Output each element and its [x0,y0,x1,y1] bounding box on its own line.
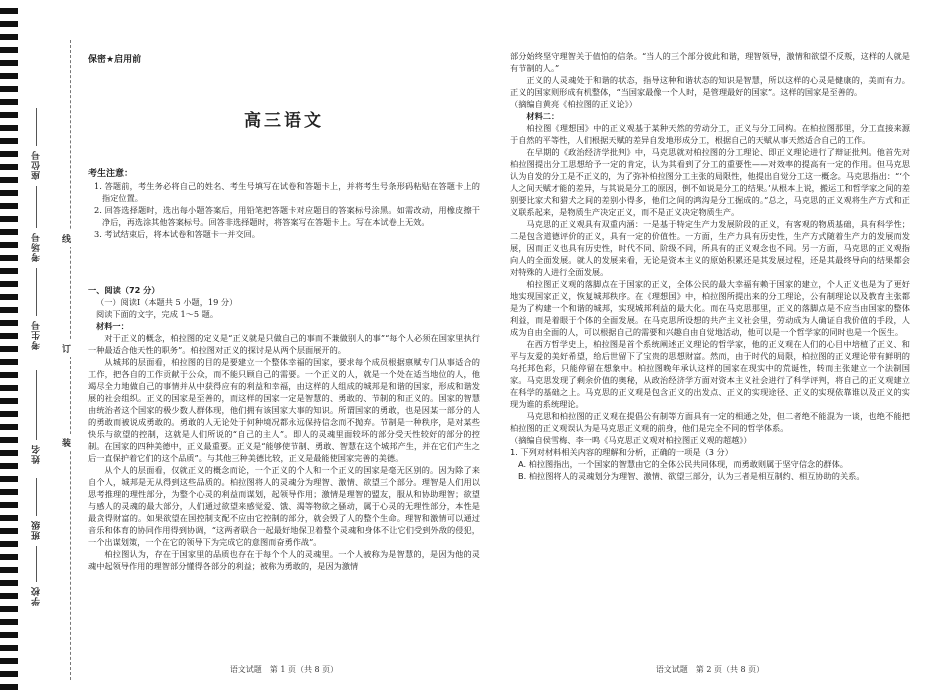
citation: （摘编自侯雪梅、李一鸣《马克思正义观对柏拉图正义观的超越》） [510,435,752,445]
binding-stripe [0,502,18,508]
page-title: 高三语文 [244,111,324,131]
binding-stripe [0,190,18,196]
candidate-number-label: 考生号 [32,320,42,350]
school-line [36,546,37,582]
instruction-text: 阅读下面的文字，完成 1～5 题。 [96,309,219,319]
page-footer-right: 语文试题 第 2 页（共 8 页） [655,665,765,674]
paragraph: 柏拉图《理想国》中的正义观基于某种天然的劳动分工，正义与分工同构。在柏拉图那里，分工直接来源于自然的平等性，人们根据天赋的差异自发地形成分工，根据自己的天赋从事天然适合自己的工作。 [510,123,910,145]
binding-stripe [0,385,18,391]
binding-stripe [0,489,18,495]
exam-room-line [36,186,37,228]
binding-stripe [0,528,18,534]
paragraph: 马克思的正义观具有双重内涵：一是基于特定生产力发展阶段的正义，有客观的物质基础，具有科学性；二是包含道德评价的正义，具有一定的价值性。一方面，生产力具有历史性，生产方式随着生产力的发展而发展，因而正义也具有历史性，时代不同、阶级不同，所具有的正义观念也不同。另一方面，马克思的正义观指向人的全面发展。就人的发展来看，无论是资本主义的原始积累还是其发展过程，还是其最终导向的结果都会对特殊的人进行全面发展。 [510,219,910,277]
binding-stripe [0,34,18,40]
binding-stripe [0,541,18,547]
binding-stripe [0,21,18,27]
cut-line [70,40,71,680]
binding-stripe [0,437,18,443]
binding-stripe [0,606,18,612]
binding-stripe [0,515,18,521]
name-label: 姓名 [32,444,42,464]
binding-stripe [0,86,18,92]
notice-item: 1. 答题前，考生务必将自己的姓名、考生号填写在试卷和答题卡上，并将考生号条形码粘贴在答题卡上的指定位置。 [94,181,480,203]
binding-stripe [0,125,18,131]
candidate-number-line [36,268,37,316]
side-word-install: 装 [62,434,71,451]
name-line [36,370,37,440]
paragraph: 在早期的《政治经济学批判》中，马克思就对柏拉图的分工理论、即正义理论进行了辩证批判。他首先对柏拉图提出分工思想给予一定的肯定，认为其看到了分工的重要性——对效率的提高有一定的作用。但马克思认为自发的分工是不正义的，为了弥补柏拉图分工主张的局限性，他提出自觉分工这一概念。马克思指出：“‘个人之间天赋才能的差异，与其说是分工的原因，倒不如说是分工的结果。’从根本上说，搬运工和哲学家之间的差别要比家犬和猎犬之间的差别小得多，他们之间的鸿沟是分工掘成的。”总之，马克思的正义观将生产方式和正义联系起来，是物质生产决定正义，而不是正义决定物质生产。 [510,147,910,217]
notice-block [88,168,480,240]
binding-stripe [0,99,18,105]
paragraph: 柏拉图认为，存在于国家里的品质也存在于每个个人的灵魂里。一个人被称为是智慧的，是因为他的灵魂中起领导作用的理智部分懂得各部分的利益；被称为勇敢的，是因为激情 [88,549,480,571]
right-page-text [510,50,910,482]
binding-stripe [0,112,18,118]
binding-stripe [0,463,18,469]
binding-stripe [0,203,18,209]
question-option: A. 柏拉图指出，一个国家的智慧由它的全体公民共同体现，而勇敢则属于坚守信念的群体。 [518,459,848,469]
binding-stripe [0,593,18,599]
binding-stripe [0,268,18,274]
binding-stripe [0,60,18,66]
binding-stripe [0,138,18,144]
reading-section [88,284,480,572]
binding-stripe [0,281,18,287]
binding-stripe [0,645,18,651]
binding-stripe [0,632,18,638]
side-word-line: 线 [62,230,71,247]
paragraph: 从城邦的层面看，柏拉图的目的是要建立一个整体幸福的国家，要求每个成员根据禀赋专门从事适合的工作，把各自的工作贡献于公众，而不能只顾自己的需要。一个正义的人，就是一个处在适当地位的人，他竭尽全力地做自己的事情并从中获得应有的利益和幸福，由这样的人组成的城邦是和谐的国家，形成和谐发展的社会组织。正义的国家是至善的，而这样的国家一定是智慧的、勇敢的、节制的和正义的。国家的智慧由统治者这个国家的极少数人群体现，他们拥有该国家大事的知识。所谓国家的勇敢，也是因某一部分的人的勇敢而被说成勇敢的。勇敢的人无论处于何种境况都永远保持信念而不抛弃。节制是一种秩序，是对某些快乐与欲望的控制，这就是人们所说的“自己的主人”。即人的灵魂里面较坏的部分受天性较好的部分的控制。在国家的四种美德中，正义最重要。正义是“能够使节制、勇敢、智慧在这个城邦产生，并在它们产生之后一直保护着它们的这个品质”。与其他三种美德比较，正义是最能使国家完善的美德。 [88,357,480,463]
subsection-heading: （一）阅读Ⅰ（本题共 5 小题，19 分） [96,297,238,307]
paragraph: 部分始终坚守理智关于值怕的信条。“当人的三个部分彼此和谐，理智领导，激情和欲望不反叛，这样的人就是有节制的人。” [510,51,910,73]
binding-margin [30,0,80,688]
binding-stripe [0,398,18,404]
binding-stripe [0,307,18,313]
class-line [36,478,37,516]
notice-heading: 考生注意： [88,169,134,179]
class-label: 班级 [32,520,42,540]
binding-stripe [0,671,18,677]
binding-stripe [0,359,18,365]
seat-number-line [36,108,37,146]
binding-stripe [0,658,18,664]
notice-item: 2. 回答选择题时，选出每小题答案后，用铅笔把答题卡对应题目的答案标号涂黑。如需改动，用橡皮擦干净后，再选涂其他答案标号。回答非选择题时，将答案写在答题卡上。写在本试卷上无效。 [94,205,480,227]
paragraph: 柏拉图正义观的落脚点在于国家的正义，全体公民的最大幸福有赖于国家的建立，个人正义也是为了更好地实现国家正义，恢复城邦秩序。在《理想国》中，柏拉图所提出来的分工理论，公有制理论以及教育主张都是为了构建一个和谐的城邦，实现城邦利益的最大化。而在马克思那里，正义的落脚点是不应当由国家的整体利益，而是着眼于个体的全面发展。在马克思所设想的共产主义社会里，劳动成为人确证自我价值的手段，人成为自由全面的人，可以根据自己的需要和兴趣自由自觉地活动，他可以是一个哲学家的同时也是一个医生。 [510,279,910,337]
binding-stripe [0,229,18,235]
binding-stripe [0,216,18,222]
binding-stripe [0,554,18,560]
seat-number-label: 座位号 [32,150,42,180]
binding-stripe [0,255,18,261]
notice-item: 3. 考试结束后，将本试卷和答题卡一并交回。 [94,229,260,239]
binding-stripe [0,372,18,378]
binding-stripe [0,73,18,79]
question-stem: 1. 下列对材料相关内容的理解和分析，正确的一项是（3 分） [510,447,733,457]
school-label: 学校 [32,586,42,606]
question-option: B. 柏拉图将人的灵魂划分为理智、激情、欲望三部分，认为三者是相互制约、相互协助的关系。 [518,471,865,481]
section-heading: 一、阅读（72 分） [88,285,160,295]
side-word-bind: 订 [62,340,71,357]
paragraph: 在西方哲学史上，柏拉图是首个系统阐述正义理论的哲学家，他的正义观在人们的心目中培植了正义、和平与友爱的美好希望，给后世留下了宝贵的思想财富。然而，由于时代的局限，柏拉图的正义理论带有鲜明的乌托邦色彩，只能停留在想象中。柏拉图晚年承认这样的国家在现实中的荒诞性，转而主张建立一个法制国家。马克思发现了剩余价值的奥秘，从政治经济学方面对资本主义社会进行了科学评判，将自己的正义观建立在科学的基础之上。马克思的正义观是包含正义的出发点、正义的实现途径、正义的实现依靠谁以及正义的实现为谁的系统理论。 [510,339,910,409]
binding-stripe [0,476,18,482]
binding-stripe [0,619,18,625]
binding-stripe [0,242,18,248]
binding-stripe [0,177,18,183]
paragraph: 正义的人灵魂处于和谐的状态，指导这种和谐状态的知识是智慧，所以这样的心灵是健康的，美而有力。正义的国家则形成有机整体，“当国家最像一个人时，是管理最好的国家”。这样的国家是至善的。 [510,75,910,97]
binding-stripe [0,8,18,14]
confidential-mark: 保密★启用前 [88,55,142,65]
material1-label: 材料一： [96,321,129,331]
paragraph: 对于正义的概念，柏拉图的定义是“正义就是只做自己的事而不兼做别人的事”“每个人必须在国家里执行一种最适合他天性的职务”。柏拉图对正义的探讨是从两个层面展开的。 [88,333,480,355]
citation: （摘编自黄亮《柏拉图的正义论》） [510,99,637,109]
binding-stripe [0,333,18,339]
binding-stripe [0,450,18,456]
material2-label: 材料二： [526,111,560,121]
binding-stripe [0,684,18,690]
binding-stripes [0,0,18,688]
binding-stripe [0,320,18,326]
binding-stripe [0,151,18,157]
binding-stripe [0,294,18,300]
binding-stripe [0,424,18,430]
paragraph: 马克思和柏拉图的正义观在提倡公有制等方面具有一定的相通之处，但二者绝不能混为一谈，也绝不能把柏拉图的正义观误认为是马克思正义观的前身，他们是完全不同的哲学体系。 [510,411,910,433]
page-footer-left: 语文试题 第 1 页（共 8 页） [229,665,339,674]
binding-stripe [0,411,18,417]
exam-room-label: 考场号 [32,232,42,262]
binding-stripe [0,164,18,170]
binding-stripe [0,346,18,352]
binding-stripe [0,567,18,573]
paragraph: 从个人的层面看，仅就正义的概念而论，一个正义的个人和一个正义的国家是毫无区别的。因为除了来自个人，城邦是无从得到这些品质的。柏拉图将人的灵魂分为理智、激情、欲望三个部分。理智是人们用以思考推理的理性部分，为整个心灵的利益而谋划，起领导作用；激情是理智的盟友，服从和协助理智；欲望与感人的灵魂的最大部分，人们通过欲望来感觉爱、饿、渴等物欲之骚动，属于心灵的无理性部分，本性是最贪得财富的。如果欲望在国控制支配不应由它控制的部分，就会毁了人的整个生命。理智和激情可以通过音乐和体育的协同作用得到协调，“这两者联合一起最好地保卫着整个灵魂和身体不让它们受到外敌的侵犯，一个出谋划策，一个在它的领导下为完成它的意图而奋勇作战”。 [88,465,480,547]
binding-stripe [0,580,18,586]
binding-stripe [0,47,18,53]
